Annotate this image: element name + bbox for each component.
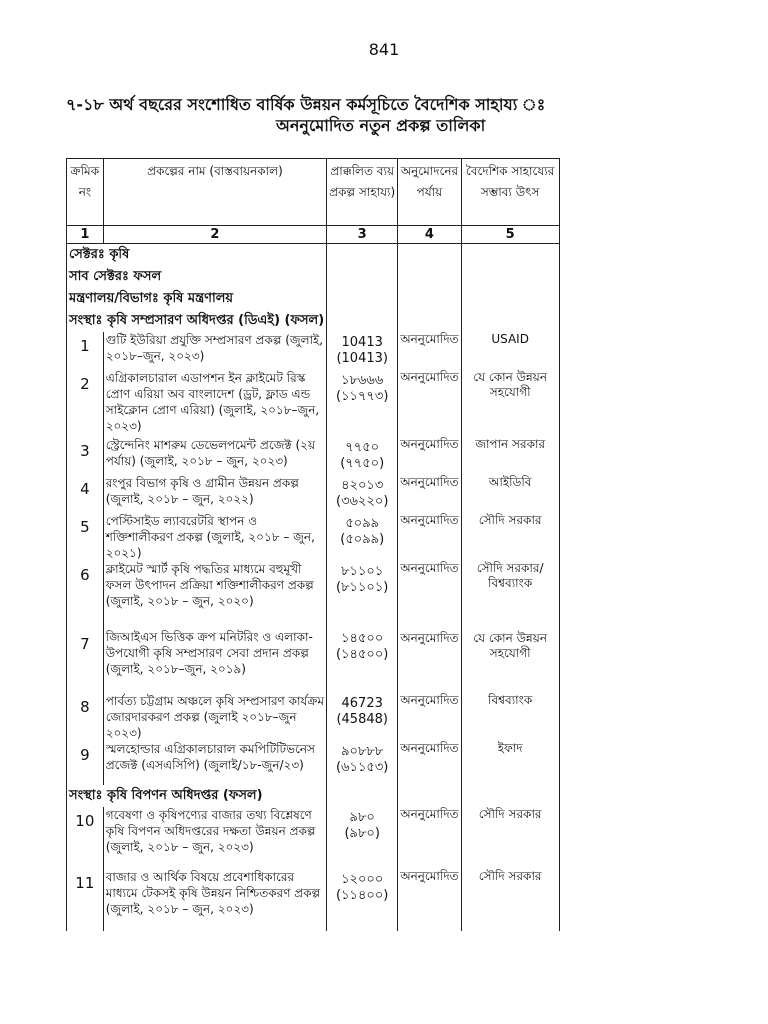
column-number: 5 (461, 226, 559, 244)
cost-value: 10413 (341, 335, 383, 350)
column-number-row (67, 226, 560, 244)
stage-cell: অননুমোদিত (398, 869, 461, 931)
table-row (67, 475, 560, 513)
stage-cell: অননুমোদিত (398, 561, 461, 621)
ministry-label: মন্ত্রণালয়/বিভাগঃ কৃষি মন্ত্রণালয় (67, 288, 327, 310)
table-row (67, 513, 560, 561)
table-row (67, 370, 560, 437)
table-row (67, 332, 560, 370)
stage-cell: অননুমোদিত (398, 332, 461, 370)
cost-cell (327, 332, 398, 370)
project-name-cell: বাজার ও আর্থিক বিষয়ে প্রবেশাধিকারের মাধ্যমে টেকসই কৃষি উন্নয়ন নিশ্চিতকরণ প্রকল্প (জুলাই, ২০১৮ – জুন, ২০২৩) (103, 869, 327, 931)
project-name-cell: এগ্রিকালচারাল এডাপশন ইন ক্লাইমেট রিস্ক প্রোণ এরিয়া অব বাংলাদেশ (ড্রট, ফ্লাড এন্ড সাইক্লোন প্রোণ এরিয়া) (জুলাই, ২০১৮–জুন, ২০২৩) (103, 370, 327, 437)
aid-value: (৫০৯৯) (340, 532, 385, 547)
cost-value: 46723 (341, 696, 383, 711)
aid-value: (10413) (336, 351, 388, 366)
stage-cell: অননুমোদিত (398, 437, 461, 475)
stage-cell: অননুমোদিত (398, 475, 461, 513)
serial-cell: 11 (67, 869, 104, 931)
agency-label: সংস্থাঃ কৃষি সম্প্রসারণ অধিদপ্তর (ডিএই) (ফসল) (67, 310, 327, 332)
serial-cell: 9 (67, 741, 104, 785)
project-name-cell: পেস্টিসাইড ল্যাবরেটরি স্থাপন ও শক্তিশালীকরণ প্রকল্প (জুলাই, ২০১৮ – জুন, ২০২১) (103, 513, 327, 561)
cost-cell (327, 741, 398, 785)
aid-value: (১১৭৭৩) (336, 389, 389, 404)
serial-cell: 1 (67, 332, 104, 370)
page-title-line-1: ৭-১৮ অর্থ বছরের সংশোধিত বার্ষিক উন্নয়ন কর্মসূচিতে বৈদেশিক সাহায্য ঃ (66, 95, 546, 114)
section-row (67, 288, 560, 310)
source-cell: ইফাদ (461, 741, 559, 785)
table-header-row (67, 159, 560, 226)
cost-cell (327, 475, 398, 513)
serial-cell: 7 (67, 621, 104, 693)
source-cell: সৌদি সরকার (461, 513, 559, 561)
project-name-cell: গুটি ইউরিয়া প্রযুক্তি সম্প্রসারণ প্রকল্প (জুলাই, ২০১৮–জুন, ২০২৩) (103, 332, 327, 370)
cost-value: ১২০০০ (341, 872, 384, 887)
project-name-cell: পার্বত্য চট্টগ্রাম অঞ্চলে কৃষি সম্প্রসারণ কার্যক্রম জোরদারকরণ প্রকল্প (জুলাই ২০১৮–জুন ২০২৩) (103, 693, 327, 741)
project-name-cell: ক্লাইমেট স্মার্ট কৃষি পদ্ধতির মাধ্যমে বহুমূখী ফসল উৎপাদন প্রক্রিয়া শক্তিশালীকরণ প্রকল্প (জুলাই, ২০১৮ – জুন, ২০২০) (103, 561, 327, 621)
cost-cell (327, 561, 398, 621)
section-row (67, 785, 560, 807)
project-name-cell: জিআইএস ভিত্তিক ক্রপ মনিটরিং ও এলাকা-উপযোগী কৃষি সম্প্রসারণ সেবা প্রদান প্রকল্প (জুলাই, ২০১৮–জুন, ২০১৯) (103, 621, 327, 693)
page-number: 841 (368, 40, 400, 59)
source-cell: সৌদি সরকার (461, 807, 559, 869)
sector-label: সেক্টরঃ কৃষি (67, 244, 327, 267)
serial-cell: 10 (67, 807, 104, 869)
cost-value: ৭৭৫০ (345, 440, 380, 455)
cost-cell (327, 513, 398, 561)
column-number: 4 (398, 226, 461, 244)
stage-cell: অননুমোদিত (398, 621, 461, 693)
cost-cell (327, 621, 398, 693)
source-cell: সৌদি সরকার/বিশ্বব্যাংক (461, 561, 559, 621)
header-approval-stage: অনুমোদনের পর্যায় (398, 159, 461, 226)
header-estimated-cost: প্রাক্কলিত ব্যয় প্রকল্প সাহায্য) (327, 159, 398, 226)
column-number: 1 (67, 226, 104, 244)
table-row (67, 561, 560, 621)
source-cell: USAID (461, 332, 559, 370)
cost-value: ১৪৫০০ (341, 631, 384, 646)
cost-value: ৫০৯৯ (345, 516, 380, 531)
subsector-label: সাব সেক্টরঃ ফসল (67, 266, 327, 288)
cost-value: ৯০৮৮৮ (341, 744, 384, 759)
aid-value: (45848) (336, 712, 388, 727)
aid-value: (৬১১৫৩) (336, 760, 389, 775)
cost-cell (327, 437, 398, 475)
table-row (67, 869, 560, 931)
serial-cell: 3 (67, 437, 104, 475)
cost-cell (327, 807, 398, 869)
source-cell: যে কোন উন্নয়ন সহযোগী (461, 621, 559, 693)
cost-value: ১৮৬৬৬ (341, 373, 384, 388)
table-row (67, 741, 560, 785)
project-name-cell: রংপুর বিভাগ কৃষি ও গ্রামীন উন্নয়ন প্রকল্প (জুলাই, ২০১৮ – জুন, ২০২২) (103, 475, 327, 513)
aid-value: (১৪৫০০) (336, 647, 389, 662)
stage-cell: অননুমোদিত (398, 513, 461, 561)
section-row (67, 310, 560, 332)
aid-value: (৯৮০) (344, 826, 380, 841)
source-cell: আইডিবি (461, 475, 559, 513)
project-name-cell: গবেষণা ও কৃষিপণ্যের বাজার তথ্য বিশ্লেষণে কৃষি বিপণন অধিদপ্তরের দক্ষতা উন্নয়ন প্রকল্প (জুলাই, ২০১৮ – জুন, ২০২৩) (103, 807, 327, 869)
section-row (67, 266, 560, 288)
column-number: 3 (327, 226, 398, 244)
aid-value: (৩৬২২০) (336, 494, 389, 509)
aid-value: (১১৪০০) (336, 888, 389, 903)
project-name-cell: স্ট্রেন্দেনিং মাশরুম ডেভেলপমেন্ট প্রজেক্ট (২য় পর্যায়) (জুলাই, ২০১৮ – জুন, ২০২৩) (103, 437, 327, 475)
table-row (67, 621, 560, 693)
serial-cell: 6 (67, 561, 104, 621)
header-aid-source: বৈদেশিক সাহায্যের সম্ভাব্য উৎস (461, 159, 559, 226)
source-cell: সৌদি সরকার (461, 869, 559, 931)
cost-cell (327, 693, 398, 741)
table-row (67, 693, 560, 741)
stage-cell: অননুমোদিত (398, 370, 461, 437)
serial-cell: 4 (67, 475, 104, 513)
section-row (67, 244, 560, 267)
serial-cell: 5 (67, 513, 104, 561)
project-table (66, 158, 560, 931)
cost-cell (327, 370, 398, 437)
stage-cell: অননুমোদিত (398, 693, 461, 741)
source-cell: বিশ্বব্যাংক (461, 693, 559, 741)
serial-cell: 2 (67, 370, 104, 437)
header-serial: ক্রমিক নং (67, 159, 104, 226)
aid-value: (৮১১০১) (336, 580, 389, 595)
project-name-cell: স্মলহোল্ডার এগ্রিকালচারাল কমপিটিটিভনেস প্রজেক্ট (এসএসিপি) (জুলাই/১৮-জুন/২৩) (103, 741, 327, 785)
column-number: 2 (103, 226, 327, 244)
cost-value: ৯৮০ (349, 810, 375, 825)
source-cell: যে কোন উন্নয়ন সহযোগী (461, 370, 559, 437)
stage-cell: অননুমোদিত (398, 807, 461, 869)
cost-value: ৪২০১৩ (341, 478, 384, 493)
serial-cell: 8 (67, 693, 104, 741)
table-row (67, 437, 560, 475)
cost-cell (327, 869, 398, 931)
agency-label: সংস্থাঃ কৃষি বিপণন অধিদপ্তর (ফসল) (67, 785, 327, 807)
cost-value: ৮১১০১ (341, 564, 384, 579)
table-row (67, 807, 560, 869)
page-title-line-2: অননুমোদিত নতুন প্রকল্প তালিকা (276, 116, 486, 135)
header-project-name: প্রকল্পের নাম (বাস্তবায়নকাল) (103, 159, 327, 226)
aid-value: (৭৭৫০) (340, 456, 385, 471)
source-cell: জাপান সরকার (461, 437, 559, 475)
stage-cell: অননুমোদিত (398, 741, 461, 785)
